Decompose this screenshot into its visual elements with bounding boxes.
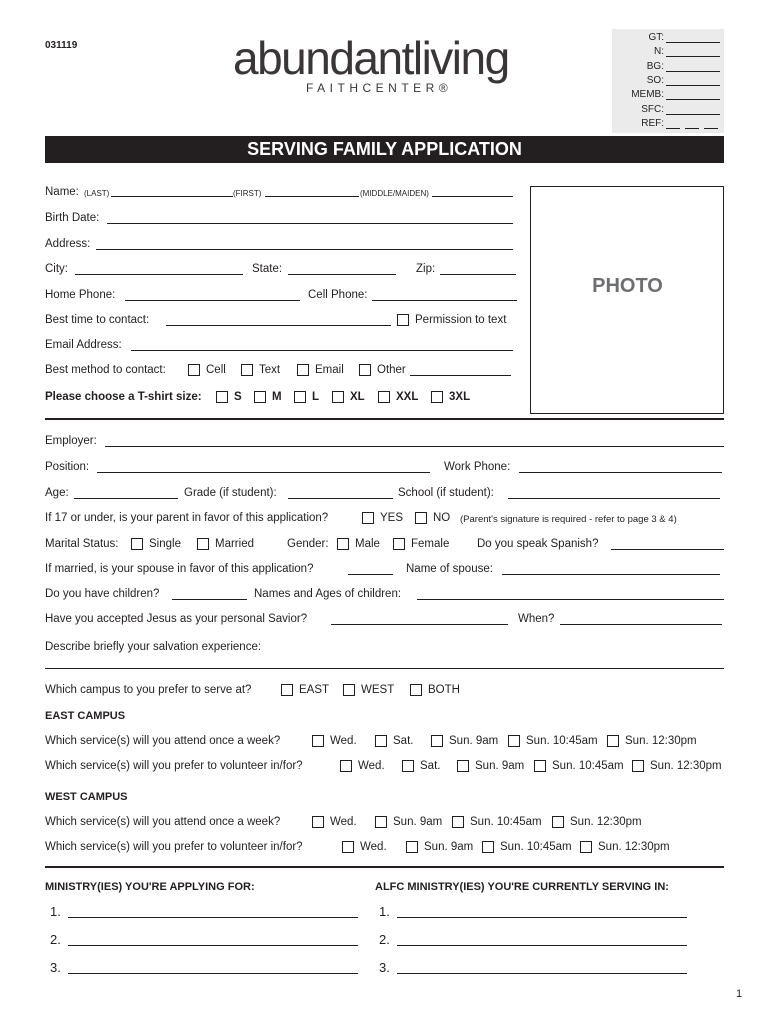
children-names-label: Names and Ages of children: [254, 588, 402, 600]
service-label: Sun. 9am [424, 841, 474, 853]
cell-phone-label: Cell Phone: [308, 289, 368, 301]
service-checkbox[interactable] [552, 816, 564, 828]
spouse-name-label: Name of spouse: [406, 563, 493, 575]
service-checkbox[interactable] [431, 735, 443, 747]
office-use-box [612, 29, 724, 133]
campus-east-label: EAST [299, 684, 330, 696]
parent-yes-checkbox[interactable] [362, 512, 374, 524]
address-label: Address: [45, 238, 91, 250]
ministry-applying-field[interactable] [68, 917, 358, 918]
service-checkbox[interactable] [342, 841, 354, 853]
ministry-serving-field[interactable] [397, 917, 687, 918]
name-middle-label: (MIDDLE/MAIDEN) [360, 189, 429, 198]
west-campus-heading: WEST CAMPUS [45, 791, 128, 803]
state-label: State: [252, 263, 283, 275]
office-use-field[interactable] [666, 85, 720, 86]
service-label: Sun. 12:30pm [570, 816, 642, 828]
office-use-label: BG: [646, 60, 664, 72]
service-checkbox[interactable] [508, 735, 520, 747]
service-label: Sat. [420, 760, 441, 772]
permission-text-checkbox[interactable] [397, 314, 409, 326]
photo-box[interactable] [530, 186, 724, 414]
ministry-serving-number: 2. [379, 932, 390, 947]
tshirt-label: Please choose a T-shirt size: [45, 391, 202, 403]
email-label: Email Address: [45, 339, 122, 351]
name-last-field[interactable] [111, 196, 233, 197]
tshirt-size-label: L [312, 391, 320, 403]
logo-wordmark: abundantliving [233, 32, 509, 84]
method-other-checkbox[interactable] [359, 364, 371, 376]
section-divider [45, 418, 724, 420]
service-checkbox[interactable] [580, 841, 592, 853]
form-code: 031119 [45, 40, 78, 51]
city-field[interactable] [75, 274, 243, 275]
office-use-label: SO: [646, 74, 664, 86]
service-checkbox[interactable] [402, 760, 414, 772]
tshirt-size-label: S [234, 391, 242, 403]
method-email-checkbox[interactable] [297, 364, 309, 376]
method-cell-label: Cell [206, 364, 226, 376]
parent-no-checkbox[interactable] [415, 512, 427, 524]
ministry-serving-field[interactable] [397, 945, 687, 946]
name-label: Name: [45, 186, 79, 198]
name-middle-field[interactable] [432, 196, 513, 197]
service-label: Sun. 12:30pm [650, 760, 722, 772]
when-field[interactable] [560, 624, 722, 625]
tshirt-size-checkbox[interactable] [378, 391, 390, 403]
service-label: Wed. [360, 841, 387, 853]
zip-field[interactable] [440, 274, 516, 275]
ministry-serving-number: 1. [379, 904, 390, 919]
grade-label: Grade (if student): [184, 487, 277, 499]
campus-west-label: WEST [361, 684, 395, 696]
east-volunteer-question: Which service(s) will you prefer to volunteer in/for? [45, 760, 303, 772]
employer-field[interactable] [105, 446, 724, 447]
female-label: Female [411, 538, 450, 550]
children-field[interactable] [172, 599, 247, 600]
office-use-field[interactable] [666, 128, 680, 129]
best-method-label: Best method to contact: [45, 364, 166, 376]
office-use-field[interactable] [666, 99, 720, 100]
service-label: Sun. 10:45am [500, 841, 572, 853]
position-field[interactable] [97, 472, 430, 473]
jesus-question: Have you accepted Jesus as your personal Savior? [45, 613, 308, 625]
best-time-field[interactable] [166, 325, 391, 326]
parent-yes-label: YES [380, 512, 404, 524]
service-label: Sun. 10:45am [552, 760, 624, 772]
male-label: Male [355, 538, 380, 550]
parent-no-label: NO [433, 512, 451, 524]
age-label: Age: [45, 487, 69, 499]
single-checkbox[interactable] [131, 538, 143, 550]
school-field[interactable] [508, 498, 720, 499]
office-use-field[interactable] [666, 71, 720, 72]
service-checkbox[interactable] [375, 735, 387, 747]
service-checkbox[interactable] [312, 816, 324, 828]
east-attend-question: Which service(s) will you attend once a week? [45, 735, 281, 747]
when-label: When? [518, 613, 555, 625]
service-checkbox[interactable] [312, 735, 324, 747]
zip-label: Zip: [416, 263, 436, 275]
method-other-field[interactable] [410, 375, 511, 376]
tshirt-size-label: XXL [396, 391, 419, 403]
office-use-label: N: [654, 46, 664, 58]
salvation-label: Describe briefly your salvation experience: [45, 641, 262, 653]
tshirt-size-label: M [272, 391, 282, 403]
service-label: Sun. 9am [449, 735, 499, 747]
ministry-applying-field[interactable] [68, 973, 358, 974]
service-checkbox[interactable] [375, 816, 387, 828]
method-cell-checkbox[interactable] [188, 364, 200, 376]
campus-west-checkbox[interactable] [343, 684, 355, 696]
ministries-divider [45, 866, 724, 868]
married-label: Married [215, 538, 254, 550]
service-label: Sun. 9am [475, 760, 525, 772]
parent-question: If 17 or under, is your parent in favor of this application? [45, 512, 329, 524]
name-first-field[interactable] [265, 196, 359, 197]
ministry-applying-number: 1. [50, 904, 61, 919]
tshirt-size-checkbox[interactable] [216, 391, 228, 403]
tshirt-size-checkbox[interactable] [294, 391, 306, 403]
office-use-field[interactable] [666, 42, 720, 43]
home-phone-label: Home Phone: [45, 289, 116, 301]
parent-note: (Parent's signature is required - refer to page 3 & 4) [460, 514, 677, 525]
service-label: Wed. [330, 735, 357, 747]
campus-question: Which campus to you prefer to serve at? [45, 684, 252, 696]
best-time-label: Best time to contact: [45, 314, 150, 326]
service-label: Sun. 9am [393, 816, 443, 828]
ministry-applying-number: 2. [50, 932, 61, 947]
name-last-label: (LAST) [84, 189, 110, 198]
tshirt-size-label: 3XL [449, 391, 471, 403]
tshirt-size-checkbox[interactable] [431, 391, 443, 403]
office-use-label: SFC: [641, 103, 664, 115]
ministry-applying-number: 3. [50, 960, 61, 975]
female-checkbox[interactable] [393, 538, 405, 550]
tshirt-size-checkbox[interactable] [254, 391, 266, 403]
method-email-label: Email [315, 364, 344, 376]
logo-subtitle: FAITHCENTER® [306, 81, 453, 95]
gender-label: Gender: [287, 538, 329, 550]
city-label: City: [45, 263, 68, 275]
salvation-field[interactable] [45, 668, 724, 669]
office-use-field[interactable] [685, 128, 699, 129]
children-label: Do you have children? [45, 588, 160, 600]
spouse-name-field[interactable] [502, 574, 720, 575]
tshirt-size-label: XL [350, 391, 365, 403]
service-label: Wed. [330, 816, 357, 828]
marital-label: Marital Status: [45, 538, 119, 550]
campus-both-checkbox[interactable] [410, 684, 422, 696]
address-field[interactable] [96, 249, 513, 250]
jesus-answer-field[interactable] [331, 624, 508, 625]
spanish-label: Do you speak Spanish? [477, 538, 599, 550]
office-use-label: REF: [641, 117, 664, 129]
email-field[interactable] [131, 350, 513, 351]
ministries-applying-heading: MINISTRY(IES) YOU'RE APPLYING FOR: [45, 881, 255, 893]
method-text-label: Text [259, 364, 281, 376]
married-checkbox[interactable] [197, 538, 209, 550]
tshirt-size-checkbox[interactable] [332, 391, 344, 403]
service-checkbox[interactable] [406, 841, 418, 853]
spanish-field[interactable] [611, 549, 724, 550]
campus-both-label: BOTH [428, 684, 460, 696]
children-names-field[interactable] [417, 599, 724, 600]
ministry-applying-field[interactable] [68, 945, 358, 946]
birth-date-label: Birth Date: [45, 212, 100, 224]
office-use-label: MEMB: [631, 89, 664, 101]
ministry-serving-number: 3. [379, 960, 390, 975]
work-phone-field[interactable] [519, 472, 722, 473]
service-checkbox[interactable] [482, 841, 494, 853]
west-attend-question: Which service(s) will you attend once a week? [45, 816, 281, 828]
office-use-field[interactable] [666, 114, 720, 115]
service-checkbox[interactable] [452, 816, 464, 828]
ministry-serving-field[interactable] [397, 973, 687, 974]
spouse-question: If married, is your spouse in favor of this application? [45, 563, 314, 575]
campus-east-checkbox[interactable] [281, 684, 293, 696]
service-label: Wed. [358, 760, 385, 772]
home-phone-field[interactable] [125, 300, 300, 301]
page-number: 1 [736, 988, 743, 1000]
page-title: SERVING FAMILY APPLICATION [247, 139, 522, 159]
office-use-field[interactable] [666, 56, 720, 57]
grade-field[interactable] [288, 498, 393, 499]
work-phone-label: Work Phone: [444, 461, 511, 473]
photo-label: PHOTO [592, 275, 663, 297]
birth-date-field[interactable] [107, 223, 513, 224]
service-label: Sun. 10:45am [470, 816, 542, 828]
state-field[interactable] [288, 274, 396, 275]
age-field[interactable] [74, 498, 178, 499]
method-other-label: Other [377, 364, 406, 376]
ministries-serving-heading: ALFC MINISTRY(IES) YOU'RE CURRENTLY SERVING IN: [375, 881, 669, 893]
service-checkbox[interactable] [534, 760, 546, 772]
service-checkbox[interactable] [457, 760, 469, 772]
cell-phone-field[interactable] [372, 300, 517, 301]
office-use-field[interactable] [704, 128, 718, 129]
service-label: Sun. 10:45am [526, 735, 598, 747]
male-checkbox[interactable] [337, 538, 349, 550]
service-checkbox[interactable] [340, 760, 352, 772]
office-use-label: GT: [648, 32, 664, 43]
single-label: Single [149, 538, 181, 550]
east-campus-heading: EAST CAMPUS [45, 710, 126, 722]
permission-text-label: Permission to text [415, 314, 507, 326]
service-label: Sun. 12:30pm [598, 841, 670, 853]
service-checkbox[interactable] [607, 735, 619, 747]
spouse-answer-field[interactable] [348, 574, 393, 575]
west-volunteer-question: Which service(s) will you prefer to volunteer in/for? [45, 841, 303, 853]
position-label: Position: [45, 461, 90, 473]
name-first-label: (FIRST) [233, 189, 262, 198]
method-text-checkbox[interactable] [241, 364, 253, 376]
service-label: Sat. [393, 735, 414, 747]
service-label: Sun. 12:30pm [625, 735, 697, 747]
school-label: School (if student): [398, 487, 494, 499]
employer-label: Employer: [45, 435, 97, 447]
service-checkbox[interactable] [632, 760, 644, 772]
